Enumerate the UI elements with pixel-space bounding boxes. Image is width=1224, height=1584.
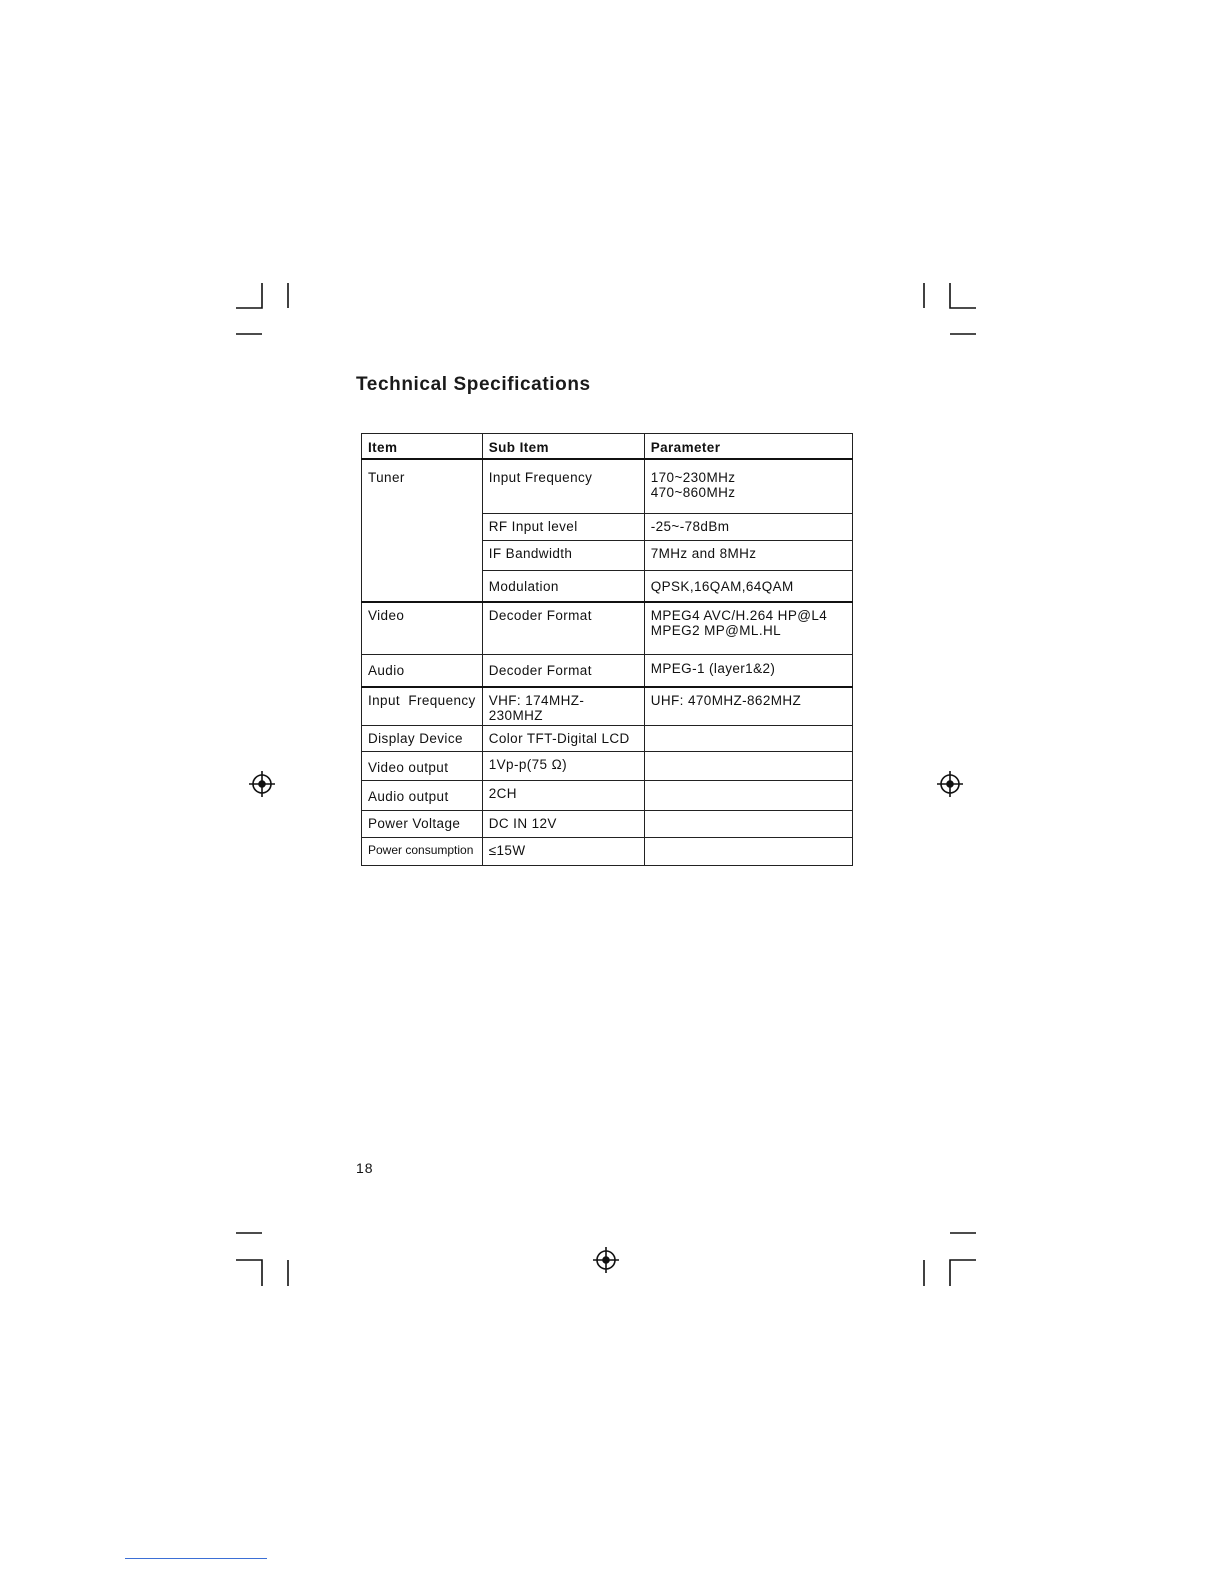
spec-table (361, 433, 853, 866)
parameter-line: 7MHz and 8MHz (650, 545, 757, 561)
crop-mark-bottom-left (236, 1260, 262, 1286)
parameter-cell (644, 838, 852, 866)
column-header-sub-item: Sub Item (482, 434, 644, 460)
parameter-cell (644, 570, 852, 602)
parameter-line: 170~230MHz (650, 470, 736, 485)
table-row (362, 811, 853, 838)
parameter-cell (644, 513, 852, 540)
sub-item-cell: RF Input level (482, 513, 644, 540)
sub-item-cell: 1Vp-p(75 Ω) (482, 752, 644, 781)
parameter-line: QPSK,16QAM,64QAM (650, 578, 794, 594)
sub-item-cell: Modulation (482, 570, 644, 602)
sub-item-cell: ≤15W (482, 838, 644, 866)
parameter-line: MPEG2 MP@ML.HL (650, 623, 782, 638)
sub-item-cell: Decoder Format (482, 654, 644, 687)
table-row (362, 726, 853, 752)
parameter-cell (644, 459, 852, 513)
parameter-cell (644, 602, 852, 654)
parameter-cell (644, 781, 852, 811)
parameter-line: 470~860MHz (650, 485, 736, 500)
table-row (362, 602, 853, 654)
sub-item-cell: IF Bandwidth (482, 540, 644, 570)
parameter-cell (644, 752, 852, 781)
parameter-cell (644, 540, 852, 570)
item-cell: Power consumption (362, 838, 483, 866)
sub-item-cell: DC IN 12V (482, 811, 644, 838)
item-cell: Tuner (362, 459, 483, 602)
item-cell: Audio output (362, 781, 483, 811)
page-title: Technical Specifications (356, 374, 591, 395)
crop-mark-bottom-right (950, 1260, 976, 1286)
sub-item-cell: Input Frequency (482, 459, 644, 513)
parameter-cell (644, 654, 852, 687)
item-cell: Video (362, 602, 483, 654)
table-row (362, 459, 853, 513)
parameter-line: MPEG-1 (layer1&2) (650, 660, 776, 676)
table-row (362, 838, 853, 866)
sub-item-cell: VHF: 174MHZ-230MHZ (482, 687, 644, 726)
page-number: 18 (356, 1160, 374, 1176)
parameter-line: MPEG4 AVC/H.264 HP@L4 (650, 608, 828, 623)
table-row (362, 687, 853, 726)
column-header-item: Item (362, 434, 483, 460)
parameter-line: -25~-78dBm (650, 518, 730, 534)
item-cell: Display Device (362, 726, 483, 752)
parameter-cell (644, 726, 852, 752)
crop-mark-top-left (236, 283, 262, 308)
item-cell: Power Voltage (362, 811, 483, 838)
parameter-line: UHF: 470MHZ-862MHZ (650, 693, 802, 708)
table-row (362, 752, 853, 781)
registration-target-icon-right (937, 771, 963, 797)
item-cell: Video output (362, 752, 483, 781)
crop-mark-top-right (950, 283, 976, 308)
sub-item-cell: Decoder Format (482, 602, 644, 654)
column-header-parameter: Parameter (644, 434, 852, 460)
item-cell: Input Frequency (362, 687, 483, 726)
table-row (362, 781, 853, 811)
table-header-row (362, 434, 853, 460)
parameter-cell (644, 687, 852, 726)
registration-target-icon-bottom (593, 1247, 619, 1273)
bottom-link-underline (125, 1558, 267, 1559)
table-row (362, 654, 853, 687)
sub-item-cell: 2CH (482, 781, 644, 811)
item-cell: Audio (362, 654, 483, 687)
registration-target-icon-left (249, 771, 275, 797)
sub-item-cell: Color TFT-Digital LCD (482, 726, 644, 752)
parameter-cell (644, 811, 852, 838)
